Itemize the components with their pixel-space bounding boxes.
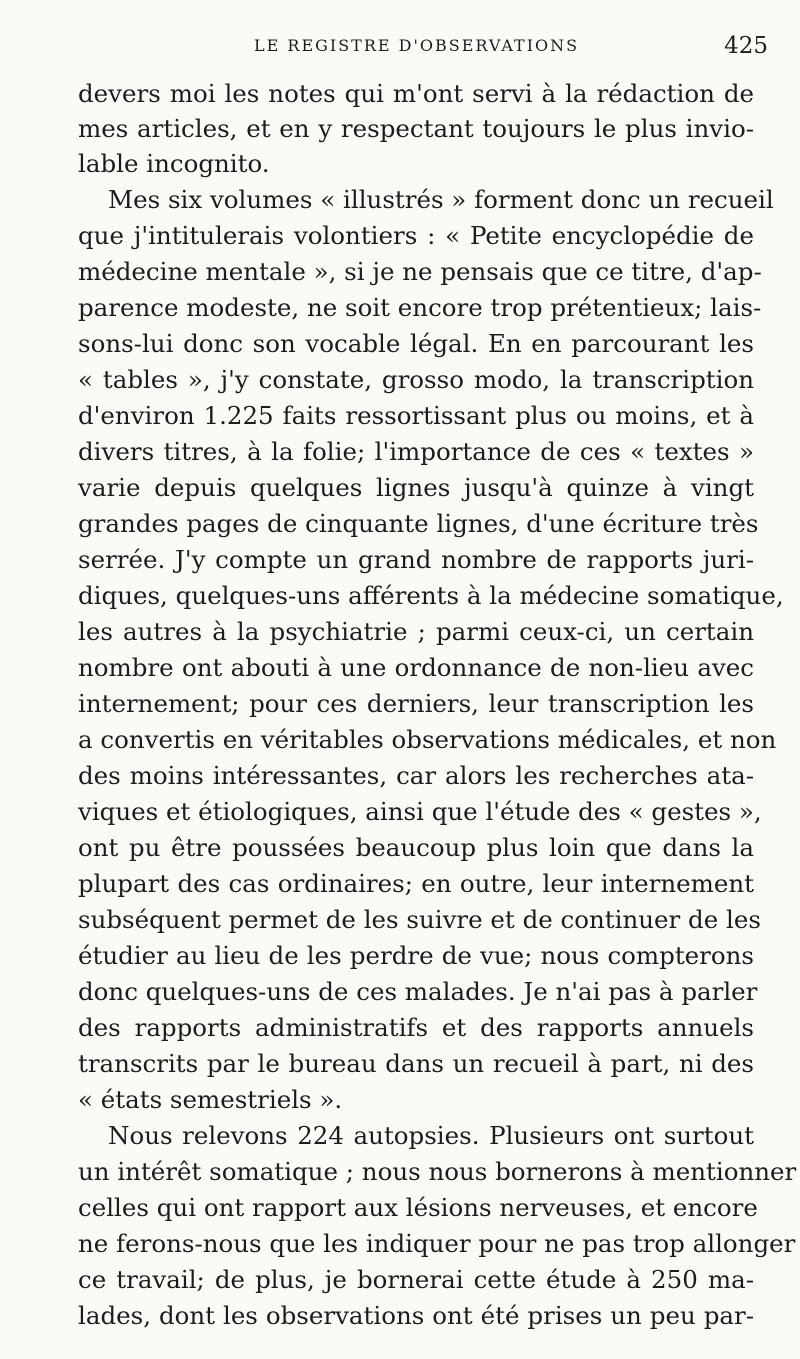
text-line: des moins intéressantes, car alors les recherches ata-	[78, 761, 754, 790]
text-line: que j'intitulerais volontiers : « Petite encyclopédie de	[78, 221, 754, 250]
text-line: grandes pages de cinquante lignes, d'une écriture très	[78, 509, 759, 538]
text-line: les autres à la psychiatrie ; parmi ceux-ci, un certain	[78, 617, 754, 646]
text-line: mes articles, et en y respectant toujours le plus invio-	[78, 114, 754, 143]
paragraph-start-line: Nous relevons 224 autopsies. Plusieurs ont surtout	[108, 1121, 754, 1150]
text-line: serrée. J'y compte un grand nombre de rapports juri-	[78, 545, 754, 574]
text-line: ce travail; de plus, je bornerai cette étude à 250 ma-	[78, 1265, 754, 1294]
text-line: celles qui ont rapport aux lésions nerveuses, et encore	[78, 1193, 758, 1222]
text-line: varie depuis quelques lignes jusqu'à quinze à vingt	[78, 473, 754, 502]
text-line: ne ferons-nous que les indiquer pour ne pas trop allonger	[78, 1229, 796, 1258]
text-line: devers moi les notes qui m'ont servi à la rédaction de	[78, 79, 754, 108]
text-line: lades, dont les observations ont été prises un peu par-	[78, 1301, 754, 1330]
text-line: divers titres, à la folie; l'importance de ces « textes »	[78, 437, 754, 466]
text-line: subséquent permet de les suivre et de continuer de les	[78, 905, 761, 934]
text-line: médecine mentale », si je ne pensais que ce titre, d'ap-	[78, 257, 762, 286]
text-line: « états semestriels ».	[78, 1085, 343, 1114]
text-line: étudier au lieu de les perdre de vue; nous compterons	[78, 941, 754, 970]
text-line: sons-lui donc son vocable légal. En en parcourant les	[78, 329, 754, 358]
paragraph-start-line: Mes six volumes « illustrés » forment donc un recueil	[108, 185, 774, 214]
text-line: plupart des cas ordinaires; en outre, leur internement	[78, 869, 754, 898]
text-line: un intérêt somatique ; nous nous bornerons à mentionner	[78, 1157, 797, 1186]
text-line: des rapports administratifs et des rapports annuels	[78, 1013, 754, 1042]
text-line: nombre ont abouti à une ordonnance de non-lieu avec	[78, 653, 754, 682]
text-line: ont pu être poussées beaucoup plus loin que dans la	[78, 833, 754, 862]
text-line: lable incognito.	[78, 149, 270, 178]
running-head	[78, 33, 768, 66]
text-line: transcrits par le bureau dans un recueil à part, ni des	[78, 1049, 754, 1078]
running-title: LE REGISTRE D'OBSERVATIONS	[254, 36, 580, 55]
text-line: d'environ 1.225 faits ressortissant plus ou moins, et à	[78, 401, 754, 430]
text-line: viques et étiologiques, ainsi que l'étude des « gestes »,	[78, 797, 762, 826]
text-line: donc quelques-uns de ces malades. Je n'ai pas à parler	[78, 977, 758, 1006]
text-line: parence modeste, ne soit encore trop prétentieux; lais-	[78, 293, 762, 322]
page-number: 425	[724, 33, 768, 59]
text-line: a convertis en véritables observations médicales, et non	[78, 725, 777, 754]
text-line: diques, quelques-uns afférents à la médecine somatique,	[78, 581, 784, 610]
text-line: « tables », j'y constate, grosso modo, la transcription	[78, 365, 754, 394]
text-line: internement; pour ces derniers, leur transcription les	[78, 689, 754, 718]
